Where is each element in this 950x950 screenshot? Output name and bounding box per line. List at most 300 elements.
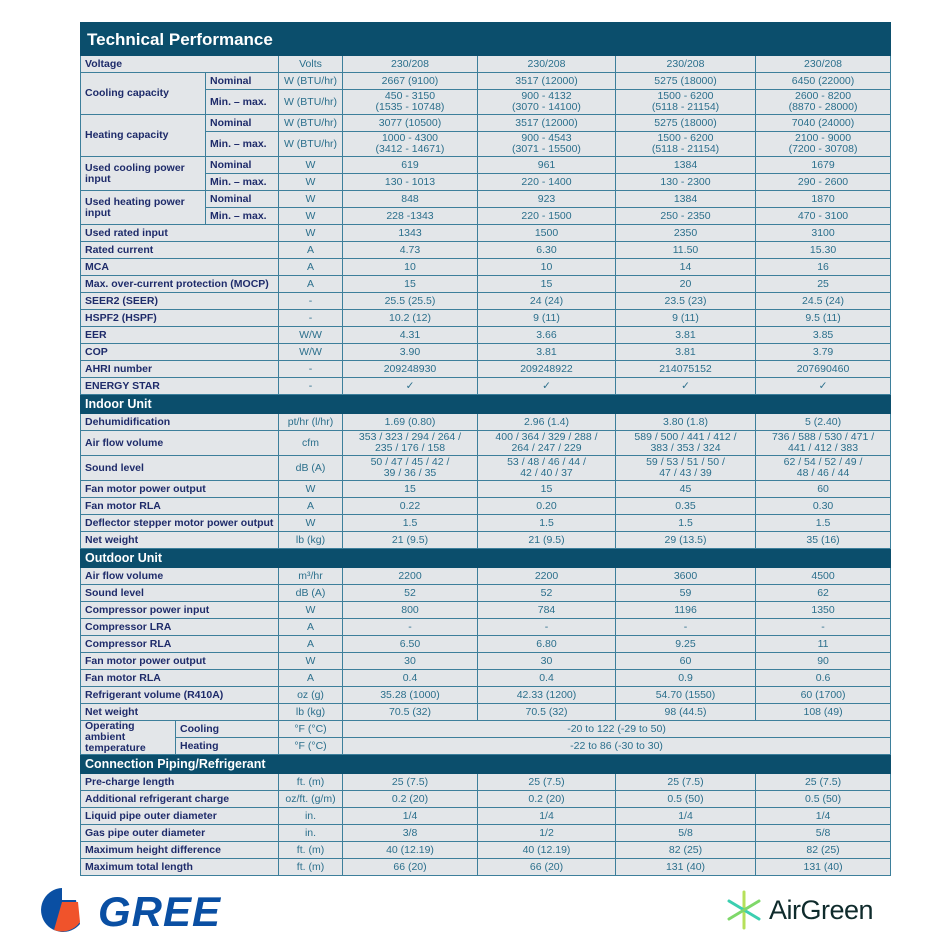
value-cell: 209248930: [343, 361, 478, 378]
unit-cell: -: [279, 361, 343, 378]
value-cell: 400 / 364 / 329 / 288 / 264 / 247 / 229: [478, 431, 616, 456]
table-row: [81, 414, 891, 431]
value-cell: 3.66: [478, 327, 616, 344]
snowflake-icon: [725, 890, 763, 930]
value-cell: 130 - 1013: [343, 174, 478, 191]
row-label: HSPF2 (HSPF): [81, 310, 279, 327]
table-row: [81, 56, 891, 73]
value-cell: 35.28 (1000): [343, 687, 478, 704]
unit-cell: A: [279, 619, 343, 636]
value-cell: 784: [478, 602, 616, 619]
value-cell: 6.30: [478, 242, 616, 259]
value-cell: 59: [616, 585, 756, 602]
technical-performance-table: [80, 22, 891, 876]
row-sublabel: Nominal: [206, 73, 279, 90]
value-cell: 15: [343, 481, 478, 498]
row-label: Sound level: [81, 456, 279, 481]
value-cell: 3.90: [343, 344, 478, 361]
value-cell: 131 (40): [756, 859, 891, 876]
value-cell: 1.5: [756, 515, 891, 532]
value-cell: 42.33 (1200): [478, 687, 616, 704]
unit-cell: oz (g): [279, 687, 343, 704]
value-cell: 589 / 500 / 441 / 412 / 383 / 353 / 324: [616, 431, 756, 456]
row-label: Maximum total length: [81, 859, 279, 876]
unit-cell: W: [279, 481, 343, 498]
table-row: [81, 327, 891, 344]
value-cell: 800: [343, 602, 478, 619]
value-cell: 60: [756, 481, 891, 498]
table-row: [81, 115, 891, 132]
table-row: [81, 191, 891, 208]
value-cell: 220 - 1400: [478, 174, 616, 191]
table-row: [81, 721, 891, 738]
row-label: Net weight: [81, 532, 279, 549]
row-label: Used heating power input: [81, 191, 206, 225]
value-cell: 108 (49): [756, 704, 891, 721]
row-label: Compressor power input: [81, 602, 279, 619]
row-sublabel: Min. – max.: [206, 208, 279, 225]
unit-cell: W: [279, 225, 343, 242]
section-title: Outdoor Unit: [81, 549, 891, 568]
value-cell: 1.5: [343, 515, 478, 532]
value-cell: 450 - 3150 (1535 - 10748): [343, 90, 478, 115]
value-cell: 59 / 53 / 51 / 50 / 47 / 43 / 39: [616, 456, 756, 481]
gree-logo: [40, 886, 260, 932]
unit-cell: W: [279, 515, 343, 532]
unit-cell: W/W: [279, 344, 343, 361]
table-row: [81, 481, 891, 498]
value-cell: 15: [343, 276, 478, 293]
value-cell: 5275 (18000): [616, 115, 756, 132]
value-cell: 4500: [756, 568, 891, 585]
value-cell: 220 - 1500: [478, 208, 616, 225]
value-cell: 900 - 4132 (3070 - 14100): [478, 90, 616, 115]
unit-cell: in.: [279, 808, 343, 825]
value-cell: 15.30: [756, 242, 891, 259]
unit-cell: A: [279, 259, 343, 276]
row-label: Compressor LRA: [81, 619, 279, 636]
value-cell: 0.2 (20): [478, 791, 616, 808]
unit-cell: oz/ft. (g/m): [279, 791, 343, 808]
value-cell: 2667 (9100): [343, 73, 478, 90]
value-cell: 5/8: [616, 825, 756, 842]
value-cell: 52: [343, 585, 478, 602]
value-cell: 25 (7.5): [343, 774, 478, 791]
value-cell: 53 / 48 / 46 / 44 / 42 / 40 / 37: [478, 456, 616, 481]
value-cell: 228 -1343: [343, 208, 478, 225]
value-cell: 60 (1700): [756, 687, 891, 704]
value-cell: 353 / 323 / 294 / 264 / 235 / 176 / 158: [343, 431, 478, 456]
value-cell: 2600 - 8200 (8870 - 28000): [756, 90, 891, 115]
value-cell: 21 (9.5): [478, 532, 616, 549]
row-sublabel: Min. – max.: [206, 174, 279, 191]
unit-cell: -: [279, 310, 343, 327]
value-cell: 7040 (24000): [756, 115, 891, 132]
unit-cell: lb (kg): [279, 532, 343, 549]
row-label: MCA: [81, 259, 279, 276]
value-cell: 6.50: [343, 636, 478, 653]
title-row: [81, 23, 891, 56]
value-cell: ✓: [343, 378, 478, 395]
row-label: Deflector stepper motor power output: [81, 515, 279, 532]
row-label: Fan motor RLA: [81, 670, 279, 687]
value-cell: 0.4: [343, 670, 478, 687]
value-cell: 82 (25): [616, 842, 756, 859]
value-cell: 10: [343, 259, 478, 276]
airgreen-wordmark: AirGreen: [769, 894, 874, 925]
value-cell: 1384: [616, 191, 756, 208]
table-row: [81, 653, 891, 670]
value-cell: 25.5 (25.5): [343, 293, 478, 310]
unit-cell: in.: [279, 825, 343, 842]
value-cell: 16: [756, 259, 891, 276]
value-cell: -: [616, 619, 756, 636]
value-cell: 230/208: [616, 56, 756, 73]
value-cell: 1196: [616, 602, 756, 619]
value-cell: 3600: [616, 568, 756, 585]
value-cell: 35 (16): [756, 532, 891, 549]
value-cell: 209248922: [478, 361, 616, 378]
unit-cell: A: [279, 276, 343, 293]
table-row: [81, 293, 891, 310]
row-label: Dehumidification: [81, 414, 279, 431]
value-cell: -: [756, 619, 891, 636]
value-cell: 230/208: [756, 56, 891, 73]
table-row: [81, 378, 891, 395]
unit-cell: dB (A): [279, 456, 343, 481]
value-cell: 250 - 2350: [616, 208, 756, 225]
row-label: Operating ambient temperature: [81, 721, 176, 755]
value-cell: 3100: [756, 225, 891, 242]
value-cell: 6450 (22000): [756, 73, 891, 90]
table-row: [81, 585, 891, 602]
value-cell: 24.5 (24): [756, 293, 891, 310]
value-cell: 1343: [343, 225, 478, 242]
value-cell: 131 (40): [616, 859, 756, 876]
value-cell: 736 / 588 / 530 / 471 / 441 / 412 / 383: [756, 431, 891, 456]
value-cell: 0.30: [756, 498, 891, 515]
row-label: AHRI number: [81, 361, 279, 378]
value-cell: 0.4: [478, 670, 616, 687]
row-label: ENERGY STAR: [81, 378, 279, 395]
value-cell: 0.22: [343, 498, 478, 515]
value-cell: 23.5 (23): [616, 293, 756, 310]
value-cell: 0.6: [756, 670, 891, 687]
value-cell: 0.35: [616, 498, 756, 515]
value-cell: 25 (7.5): [478, 774, 616, 791]
value-cell: 60: [616, 653, 756, 670]
value-cell: 9.25: [616, 636, 756, 653]
table-row: [81, 157, 891, 174]
unit-cell: cfm: [279, 431, 343, 456]
table-row: [81, 738, 891, 755]
row-label: Used rated input: [81, 225, 279, 242]
table-row: [81, 670, 891, 687]
row-label: Fan motor RLA: [81, 498, 279, 515]
unit-cell: ft. (m): [279, 774, 343, 791]
row-sublabel: Nominal: [206, 191, 279, 208]
value-cell: 848: [343, 191, 478, 208]
value-cell: -22 to 86 (-30 to 30): [343, 738, 891, 755]
table-row: [81, 259, 891, 276]
unit-cell: A: [279, 636, 343, 653]
value-cell: 1870: [756, 191, 891, 208]
value-cell: 98 (44.5): [616, 704, 756, 721]
unit-cell: dB (A): [279, 585, 343, 602]
value-cell: 1/4: [616, 808, 756, 825]
row-label: EER: [81, 327, 279, 344]
value-cell: 0.5 (50): [616, 791, 756, 808]
value-cell: 4.73: [343, 242, 478, 259]
value-cell: 230/208: [343, 56, 478, 73]
value-cell: 62 / 54 / 52 / 49 / 48 / 46 / 44: [756, 456, 891, 481]
value-cell: 30: [478, 653, 616, 670]
unit-cell: -: [279, 293, 343, 310]
row-sublabel: Min. – max.: [206, 132, 279, 157]
unit-cell: -: [279, 378, 343, 395]
unit-cell: W: [279, 602, 343, 619]
value-cell: 1384: [616, 157, 756, 174]
row-label: Liquid pipe outer diameter: [81, 808, 279, 825]
table-row: [81, 515, 891, 532]
value-cell: 40 (12.19): [478, 842, 616, 859]
value-cell: 24 (24): [478, 293, 616, 310]
value-cell: 290 - 2600: [756, 174, 891, 191]
value-cell: 1/2: [478, 825, 616, 842]
value-cell: 207690460: [756, 361, 891, 378]
section-title: Indoor Unit: [81, 395, 891, 414]
table-row: [81, 619, 891, 636]
value-cell: 3.81: [478, 344, 616, 361]
value-cell: 52: [478, 585, 616, 602]
value-cell: 1/4: [343, 808, 478, 825]
value-cell: 9 (11): [478, 310, 616, 327]
value-cell: 3517 (12000): [478, 73, 616, 90]
unit-cell: °F (°C): [279, 721, 343, 738]
unit-cell: m³/hr: [279, 568, 343, 585]
value-cell: 11: [756, 636, 891, 653]
row-sublabel: Min. – max.: [206, 90, 279, 115]
row-label: Used cooling power input: [81, 157, 206, 191]
table-row: [81, 568, 891, 585]
table-row: [81, 687, 891, 704]
value-cell: 1.5: [478, 515, 616, 532]
value-cell: 0.5 (50): [756, 791, 891, 808]
table-row: [81, 636, 891, 653]
value-cell: 70.5 (32): [343, 704, 478, 721]
table-row: [81, 310, 891, 327]
value-cell: 45: [616, 481, 756, 498]
value-cell: 1.69 (0.80): [343, 414, 478, 431]
table-row: [81, 532, 891, 549]
table-row: [81, 225, 891, 242]
unit-cell: Volts: [279, 56, 343, 73]
unit-cell: W: [279, 157, 343, 174]
unit-cell: A: [279, 242, 343, 259]
value-cell: 2200: [478, 568, 616, 585]
table-row: [81, 361, 891, 378]
row-label: Gas pipe outer diameter: [81, 825, 279, 842]
value-cell: -: [343, 619, 478, 636]
section-header-row: [81, 755, 891, 774]
value-cell: 3517 (12000): [478, 115, 616, 132]
unit-cell: °F (°C): [279, 738, 343, 755]
row-label: Maximum height difference: [81, 842, 279, 859]
value-cell: 1500 - 6200 (5118 - 21154): [616, 90, 756, 115]
value-cell: 2.96 (1.4): [478, 414, 616, 431]
value-cell: 2350: [616, 225, 756, 242]
value-cell: 0.20: [478, 498, 616, 515]
table-row: [81, 791, 891, 808]
section-header-row: [81, 549, 891, 568]
value-cell: 11.50: [616, 242, 756, 259]
value-cell: 3077 (10500): [343, 115, 478, 132]
row-label: Sound level: [81, 585, 279, 602]
row-label: Rated current: [81, 242, 279, 259]
row-label: Additional refrigerant charge: [81, 791, 279, 808]
value-cell: 62: [756, 585, 891, 602]
value-cell: 3/8: [343, 825, 478, 842]
value-cell: 10.2 (12): [343, 310, 478, 327]
section-title: Connection Piping/Refrigerant: [81, 755, 891, 774]
value-cell: 961: [478, 157, 616, 174]
value-cell: 3.80 (1.8): [616, 414, 756, 431]
unit-cell: ft. (m): [279, 842, 343, 859]
value-cell: 214075152: [616, 361, 756, 378]
table-row: [81, 602, 891, 619]
value-cell: 230/208: [478, 56, 616, 73]
value-cell: -20 to 122 (-29 to 50): [343, 721, 891, 738]
value-cell: 923: [478, 191, 616, 208]
table-row: [81, 808, 891, 825]
unit-cell: A: [279, 498, 343, 515]
value-cell: 5 (2.40): [756, 414, 891, 431]
row-sublabel: Nominal: [206, 115, 279, 132]
value-cell: 2200: [343, 568, 478, 585]
row-label: Fan motor power output: [81, 481, 279, 498]
table-row: [81, 276, 891, 293]
value-cell: 3.85: [756, 327, 891, 344]
table-row: [81, 774, 891, 791]
value-cell: 40 (12.19): [343, 842, 478, 859]
value-cell: 15: [478, 481, 616, 498]
unit-cell: W (BTU/hr): [279, 132, 343, 157]
value-cell: 5275 (18000): [616, 73, 756, 90]
value-cell: ✓: [756, 378, 891, 395]
table-row: [81, 498, 891, 515]
value-cell: 25 (7.5): [756, 774, 891, 791]
value-cell: 1.5: [616, 515, 756, 532]
table-row: [81, 825, 891, 842]
unit-cell: W: [279, 174, 343, 191]
row-label: Pre-charge length: [81, 774, 279, 791]
value-cell: 15: [478, 276, 616, 293]
section-header-row: [81, 395, 891, 414]
value-cell: 25: [756, 276, 891, 293]
value-cell: -: [478, 619, 616, 636]
row-label: Net weight: [81, 704, 279, 721]
table-row: [81, 431, 891, 456]
value-cell: 5/8: [756, 825, 891, 842]
value-cell: 900 - 4543 (3071 - 15500): [478, 132, 616, 157]
row-label: Heating capacity: [81, 115, 206, 157]
unit-cell: W (BTU/hr): [279, 90, 343, 115]
value-cell: 4.31: [343, 327, 478, 344]
value-cell: 3.79: [756, 344, 891, 361]
row-label: COP: [81, 344, 279, 361]
value-cell: 1000 - 4300 (3412 - 14671): [343, 132, 478, 157]
value-cell: 1/4: [478, 808, 616, 825]
value-cell: 9.5 (11): [756, 310, 891, 327]
unit-cell: ft. (m): [279, 859, 343, 876]
value-cell: 470 - 3100: [756, 208, 891, 225]
airgreen-logo: [725, 890, 873, 930]
svg-text:GREE: GREE: [98, 888, 222, 932]
table-row: [81, 859, 891, 876]
value-cell: 70.5 (32): [478, 704, 616, 721]
row-sublabel: Heating: [176, 738, 279, 755]
unit-cell: W (BTU/hr): [279, 73, 343, 90]
value-cell: 1500: [478, 225, 616, 242]
value-cell: 14: [616, 259, 756, 276]
value-cell: 3.81: [616, 344, 756, 361]
value-cell: 0.9: [616, 670, 756, 687]
value-cell: 6.80: [478, 636, 616, 653]
unit-cell: W: [279, 208, 343, 225]
value-cell: 0.2 (20): [343, 791, 478, 808]
value-cell: 2100 - 9000 (7200 - 30708): [756, 132, 891, 157]
row-label: SEER2 (SEER): [81, 293, 279, 310]
row-sublabel: Nominal: [206, 157, 279, 174]
value-cell: ✓: [478, 378, 616, 395]
value-cell: 90: [756, 653, 891, 670]
value-cell: 54.70 (1550): [616, 687, 756, 704]
row-label: Refrigerant volume (R410A): [81, 687, 279, 704]
row-label: Fan motor power output: [81, 653, 279, 670]
row-label: Voltage: [81, 56, 279, 73]
value-cell: ✓: [616, 378, 756, 395]
value-cell: 1679: [756, 157, 891, 174]
value-cell: 20: [616, 276, 756, 293]
table-title: Technical Performance: [81, 23, 891, 56]
value-cell: 66 (20): [478, 859, 616, 876]
table-row: [81, 704, 891, 721]
value-cell: 29 (13.5): [616, 532, 756, 549]
value-cell: 21 (9.5): [343, 532, 478, 549]
value-cell: 66 (20): [343, 859, 478, 876]
value-cell: 9 (11): [616, 310, 756, 327]
row-label: Max. over-current protection (MOCP): [81, 276, 279, 293]
table-row: [81, 344, 891, 361]
row-label: Air flow volume: [81, 431, 279, 456]
unit-cell: pt/hr (l/hr): [279, 414, 343, 431]
table-row: [81, 242, 891, 259]
row-label: Air flow volume: [81, 568, 279, 585]
row-sublabel: Cooling: [176, 721, 279, 738]
value-cell: 130 - 2300: [616, 174, 756, 191]
value-cell: 1350: [756, 602, 891, 619]
row-label: Cooling capacity: [81, 73, 206, 115]
value-cell: 50 / 47 / 45 / 42 / 39 / 36 / 35: [343, 456, 478, 481]
value-cell: 3.81: [616, 327, 756, 344]
value-cell: 82 (25): [756, 842, 891, 859]
unit-cell: W/W: [279, 327, 343, 344]
unit-cell: W (BTU/hr): [279, 115, 343, 132]
value-cell: 25 (7.5): [616, 774, 756, 791]
value-cell: 30: [343, 653, 478, 670]
unit-cell: W: [279, 191, 343, 208]
unit-cell: A: [279, 670, 343, 687]
